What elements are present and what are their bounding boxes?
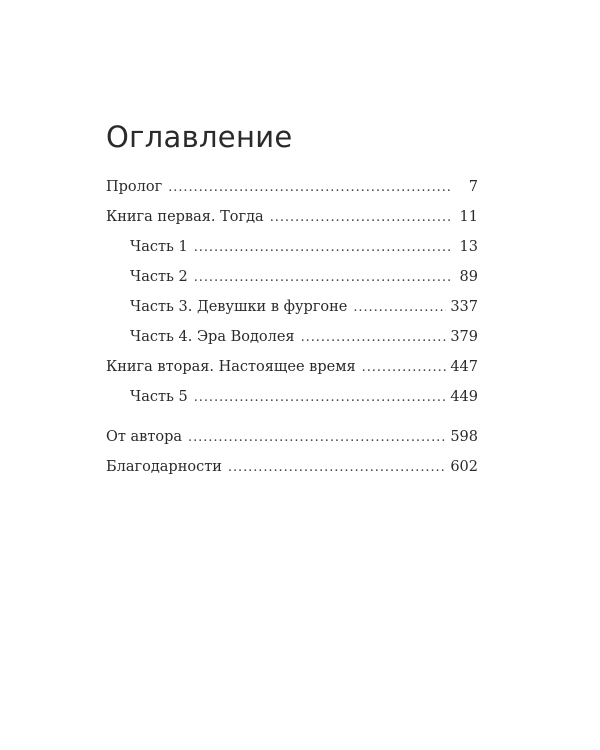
dot-leader (194, 263, 452, 293)
toc-entry-page: 337 (450, 299, 478, 315)
dot-leader (168, 173, 452, 203)
toc-entry-label: Часть 3. Девушки в фургоне (130, 299, 348, 315)
dot-leader (353, 293, 446, 323)
toc-entry-label: Благодарности (106, 459, 222, 475)
toc-entry-author-note (106, 422, 478, 452)
toc-heading: Оглавление (106, 120, 293, 154)
toc-entry-page: 447 (450, 359, 478, 375)
toc-entry-page: 449 (450, 389, 478, 405)
toc-entry-page: 379 (450, 329, 478, 345)
toc-entry-page: 598 (450, 429, 478, 445)
toc-entry-acknowledgements (106, 452, 478, 482)
toc-entry-book-two (106, 352, 478, 382)
toc-entry-part-5 (106, 382, 478, 412)
toc-entry-page: 13 (459, 239, 478, 255)
dot-leader (188, 423, 446, 453)
toc-entry-label: Книга вторая. Настоящее время (106, 359, 356, 375)
toc-entry-page: 602 (450, 459, 478, 475)
toc-entry-label: Часть 2 (130, 269, 188, 285)
dot-leader (270, 203, 452, 233)
toc-entry-label: Часть 5 (130, 389, 188, 405)
dot-leader (194, 233, 452, 263)
toc-entry-part-2 (106, 262, 478, 292)
toc-entry-page: 11 (459, 209, 478, 225)
toc-entry-part-4 (106, 322, 478, 352)
toc-entry-label: От автора (106, 429, 183, 445)
toc-list (106, 172, 478, 482)
dot-leader (194, 383, 447, 413)
toc-entry-part-1 (106, 232, 478, 262)
toc-entry-label: Пролог (106, 179, 163, 195)
toc-entry-label: Книга первая. Тогда (106, 209, 264, 225)
toc-entry-part-3 (106, 292, 478, 322)
toc-entry-page: 89 (459, 269, 478, 285)
dot-leader (228, 453, 446, 483)
toc-entry-prologue (106, 172, 478, 202)
dot-leader (301, 323, 447, 353)
toc-entry-page: 7 (468, 179, 478, 195)
toc-entry-book-one (106, 202, 478, 232)
toc-entry-label: Часть 4. Эра Водолея (130, 329, 295, 345)
dot-leader (362, 353, 447, 383)
toc-entry-label: Часть 1 (130, 239, 188, 255)
